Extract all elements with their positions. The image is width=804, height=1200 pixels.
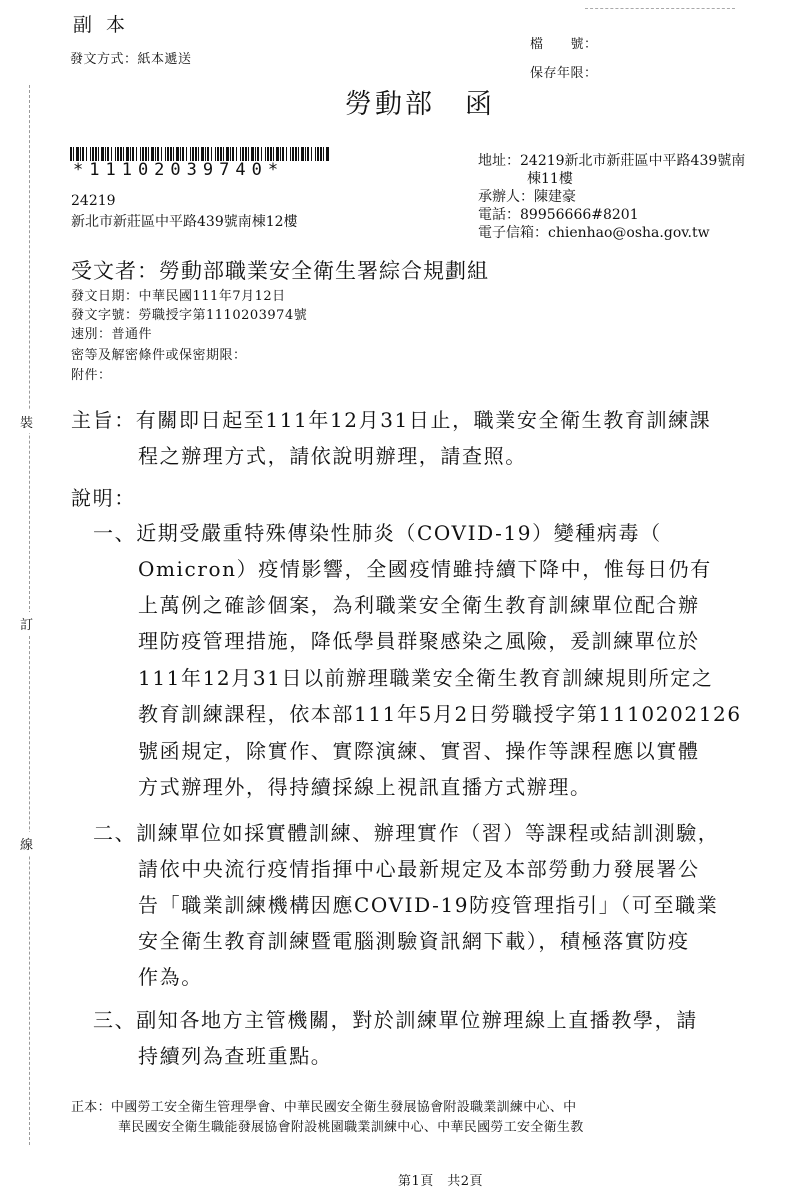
explanation-item-1-line: 教育訓練課程，依本部111年5月2日勞職授字第1110202126 [138, 702, 742, 726]
recipient: 受文者：勞動部職業安全衛生署綜合規劃組 [71, 259, 489, 283]
explanation-item-2-line: 作為。 [138, 965, 203, 989]
sender-contact: 承辦人：陳建豪 [478, 189, 576, 205]
explanation-item-1-line: 理防疫管理措施，降低學員群聚感染之風險，爰訓練單位於 [138, 629, 700, 653]
sender-address: 地址：24219新北市新莊區中平路439號南 [478, 153, 746, 169]
explanation-item-2-line: 二、訓練單位如採實體訓練、辦理實作（習）等課程或結訓測驗， [93, 821, 720, 845]
top-dashed-line [585, 8, 735, 9]
explanation-item-2-line: 告「職業訓練機構因應COVID-19防疫管理指引」（可至職業 [138, 893, 719, 917]
cc-recipients-line-2: 華民國安全衛生職能發展協會附設桃園職業訓練中心、中華民國勞工安全衛生教 [118, 1120, 584, 1135]
copy-mark: 副 本 [73, 14, 130, 36]
document-number: 發文字號：勞職授字第1110203974號 [71, 308, 308, 323]
cc-recipients-line-1: 正本：中國勞工安全衛生管理學會、中華民國安全衛生發展協會附設職業訓練中心、中 [71, 1100, 577, 1115]
attachment: 附件： [71, 368, 112, 383]
explanation-item-1-line: 111年12月31日以前辦理職業安全衛生教育訓練規則所定之 [138, 666, 714, 690]
barcode [70, 147, 330, 161]
explanation-item-3-line: 持續列為查班重點。 [138, 1044, 333, 1068]
explanation-label: 說明： [71, 486, 136, 510]
explanation-item-3-line: 三、副知各地方主管機關，對於訓練單位辦理線上直播教學，請 [93, 1008, 698, 1032]
binding-mark-xian: 線 [20, 832, 33, 855]
subject-line-2: 程之辦理方式，請依說明辦理，請查照。 [138, 444, 527, 468]
document-title: 勞動部 函 [345, 89, 495, 120]
explanation-item-1-line: 上萬例之確診個案，為利職業安全衛生教育訓練單位配合辦 [138, 593, 700, 617]
binding-mark-ding: 訂 [20, 612, 33, 635]
binding-mark-zhuang: 裝 [20, 410, 33, 433]
file-number-label: 檔 號： [530, 37, 598, 52]
secrecy-level: 密等及解密條件或保密期限： [71, 348, 247, 363]
sender-address-cont: 棟11樓 [527, 171, 573, 187]
retention-label: 保存年限： [530, 66, 598, 81]
sender-email: 電子信箱：chienhao@osha.gov.tw [478, 225, 710, 241]
subject-line-1: 主旨：有關即日起至111年12月31日止，職業安全衛生教育訓練課 [71, 408, 712, 432]
delivery-speed: 速別：普通件 [71, 327, 153, 342]
explanation-item-1-line: 方式辦理外，得持續採線上視訊直播方式辦理。 [138, 775, 592, 799]
page-indicator: 第1頁 共2頁 [398, 1174, 484, 1189]
recipient-address: 新北市新莊區中平路439號南棟12樓 [71, 214, 298, 230]
explanation-item-2-line: 請依中央流行疫情指揮中心最新規定及本部勞動力發展署公 [138, 857, 700, 881]
barcode-number: *11102039740* [73, 160, 285, 180]
issue-date: 發文日期：中華民國111年7月12日 [71, 289, 286, 304]
sender-phone: 電話：89956666#8201 [478, 207, 639, 223]
explanation-item-2-line: 安全衛生教育訓練暨電腦測驗資訊網下載），積極落實防疫 [138, 929, 690, 953]
send-method: 發文方式：紙本遞送 [70, 52, 192, 67]
explanation-item-1-line: 號函規定，除實作、實際演練、實習、操作等課程應以實體 [138, 739, 700, 763]
recipient-postcode: 24219 [71, 193, 116, 209]
explanation-item-1-line: Omicron）疫情影響，全國疫情雖持續下降中，惟每日仍有 [138, 557, 712, 581]
explanation-item-1-line: 一、近期受嚴重特殊傳染性肺炎（COVID-19）變種病毒（ [93, 521, 662, 545]
